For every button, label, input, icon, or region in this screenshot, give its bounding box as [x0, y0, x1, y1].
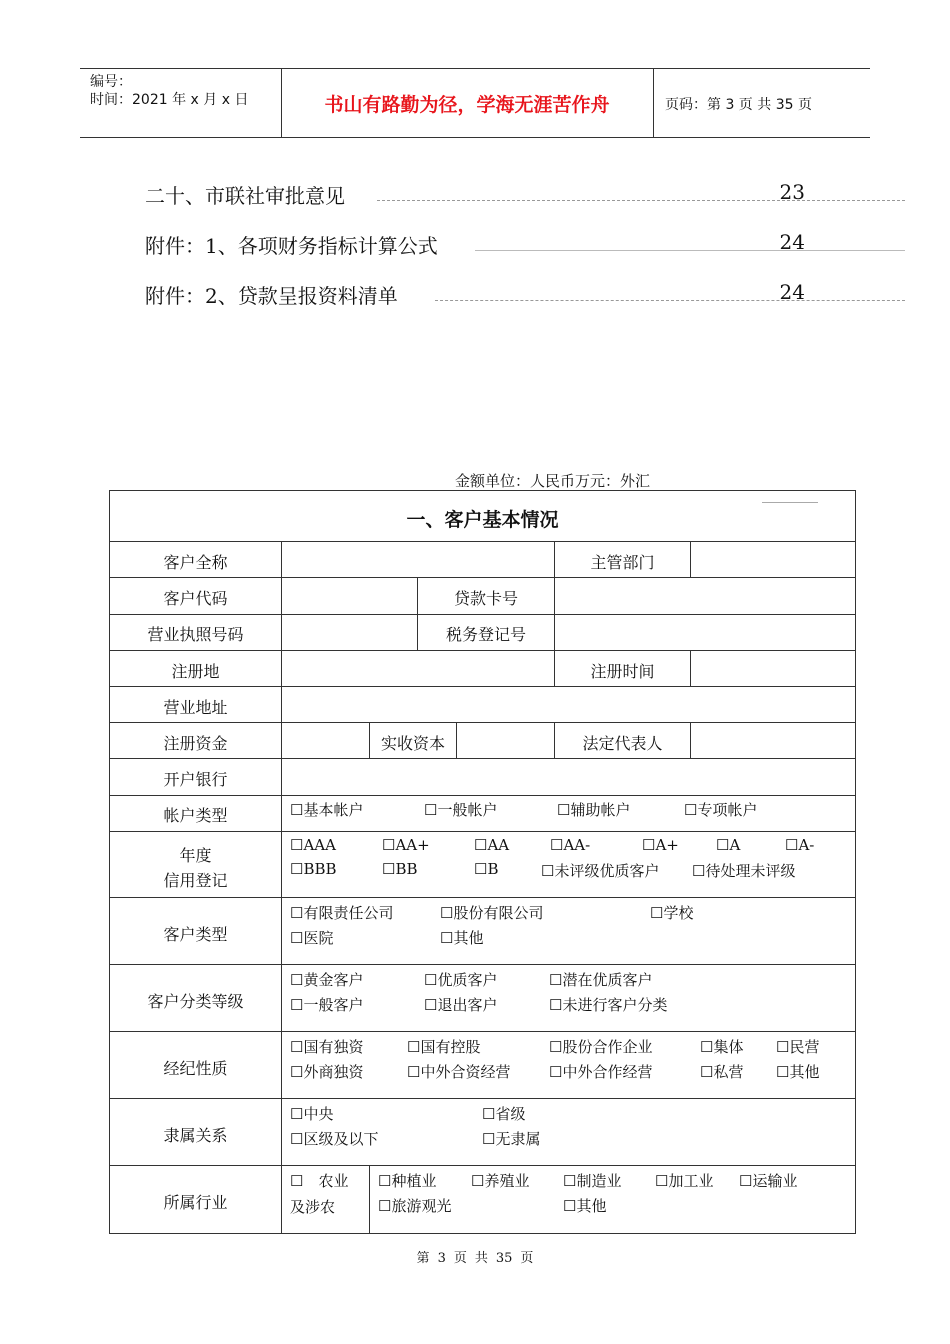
label-loan-card: 贷款卡号 — [453, 589, 518, 608]
checkbox-option[interactable]: ☐民营 — [776, 1038, 820, 1056]
checkbox-option[interactable]: ☐AA+ — [382, 836, 430, 854]
footer-total-pages: 35 — [495, 1251, 513, 1266]
label-credit-year: 年度 — [179, 846, 212, 865]
label-department: 主管部门 — [590, 553, 655, 572]
toc-leader — [475, 250, 905, 251]
checkbox-option[interactable]: ☐私营 — [700, 1063, 744, 1081]
checkbox-option[interactable]: ☐待处理未评级 — [692, 862, 796, 880]
checkbox-option[interactable]: ☐种植业 — [378, 1172, 437, 1190]
page-header — [80, 68, 870, 138]
label-account-type: 帐户类型 — [163, 806, 228, 825]
form-title: 一、客户基本情况 — [406, 509, 559, 531]
grid-line — [109, 722, 856, 723]
grid-line — [109, 614, 856, 615]
checkbox-option[interactable]: ☐其他 — [563, 1197, 607, 1215]
grid-line — [109, 650, 856, 651]
checkbox-option[interactable]: ☐其他 — [776, 1063, 820, 1081]
toc-page: 23 — [779, 180, 805, 204]
grid-line — [690, 722, 691, 758]
header-left-cell — [80, 69, 282, 137]
page-footer — [0, 1247, 950, 1266]
checkbox-option[interactable]: ☐未进行客户分类 — [549, 996, 668, 1014]
label-paid-capital: 实收资本 — [380, 734, 445, 753]
checkbox-option[interactable]: ☐无隶属 — [482, 1130, 541, 1148]
footer-text: 共 — [474, 1251, 488, 1266]
toc-title: 附件：1、各项财务指标计算公式 — [145, 234, 438, 258]
checkbox-option[interactable]: ☐中外合资经营 — [407, 1063, 511, 1081]
checkbox-option[interactable]: ☐区级及以下 — [290, 1130, 379, 1148]
grid-line — [456, 722, 457, 758]
grid-line — [109, 1165, 856, 1166]
checkbox-option[interactable]: ☐一般客户 — [290, 996, 364, 1014]
grid-line — [109, 541, 856, 542]
label-customer-code: 客户代码 — [163, 589, 228, 608]
label-legal-rep: 法定代表人 — [582, 734, 663, 753]
label-customer-type: 客户类型 — [163, 925, 228, 944]
checkbox-option[interactable]: ☐学校 — [650, 904, 694, 922]
checkbox-option[interactable]: ☐中外合作经营 — [549, 1063, 653, 1081]
label-credit-reg: 信用登记 — [163, 871, 228, 890]
toc-leader — [377, 200, 905, 201]
toc-page: 24 — [779, 280, 805, 304]
grid-line — [109, 831, 856, 832]
label-license-no: 营业执照号码 — [147, 625, 244, 644]
checkbox-option[interactable]: ☐B — [474, 860, 499, 878]
checkbox-option[interactable]: ☐AA — [474, 836, 510, 854]
checkbox-option[interactable]: ☐辅助帐户 — [557, 801, 631, 819]
grid-line — [109, 1031, 856, 1032]
checkbox-option[interactable]: ☐国有控股 — [407, 1038, 481, 1056]
checkbox-option[interactable]: ☐专项帐户 — [684, 801, 758, 819]
checkbox-option[interactable]: ☐基本帐户 — [290, 801, 364, 819]
checkbox-option[interactable]: ☐省级 — [482, 1105, 526, 1123]
checkbox-option[interactable]: ☐其他 — [440, 929, 484, 947]
label-bank: 开户银行 — [163, 770, 228, 789]
label-reg-time: 注册时间 — [590, 662, 655, 681]
checkbox-option[interactable]: ☐BBB — [290, 860, 337, 878]
checkbox-option[interactable]: ☐外商独资 — [290, 1063, 364, 1081]
toc-page: 24 — [779, 230, 805, 254]
title-rule — [762, 502, 818, 503]
toc-leader — [435, 300, 905, 301]
footer-page-number: 3 — [437, 1251, 446, 1266]
grid-line — [109, 1098, 856, 1099]
checkbox-option[interactable]: ☐优质客户 — [424, 971, 498, 989]
grid-line — [690, 650, 691, 686]
checkbox-option[interactable]: ☐制造业 — [563, 1172, 622, 1190]
checkbox-option[interactable]: ☐运输业 — [739, 1172, 798, 1190]
industry-main-cont: 及涉农 — [290, 1198, 336, 1216]
label-affiliation: 隶属关系 — [163, 1126, 228, 1145]
checkbox-option[interactable]: ☐旅游观光 — [378, 1197, 452, 1215]
grid-line — [690, 541, 691, 577]
grid-line — [109, 897, 856, 898]
grid-line — [109, 795, 856, 796]
grid-line — [109, 686, 856, 687]
label-business-addr: 营业地址 — [163, 698, 228, 717]
checkbox-option[interactable]: ☐国有独资 — [290, 1038, 364, 1056]
toc-title: 二十、市联社审批意见 — [145, 184, 345, 208]
checkbox-option[interactable]: ☐BB — [382, 860, 418, 878]
checkbox-option[interactable]: ☐股份有限公司 — [440, 904, 544, 922]
label-classification: 客户分类等级 — [147, 992, 244, 1011]
checkbox-option[interactable]: ☐加工业 — [655, 1172, 714, 1190]
grid-line — [369, 1165, 370, 1234]
grid-line — [109, 964, 856, 965]
checkbox-option[interactable]: ☐AAA — [290, 836, 336, 854]
toc-entry[interactable] — [145, 280, 805, 310]
label-reg-place: 注册地 — [171, 662, 220, 681]
checkbox-option[interactable]: ☐医院 — [290, 929, 334, 947]
footer-text: 页 — [453, 1251, 467, 1266]
date-label: 时间：2021 年 x 月 x 日 — [90, 92, 249, 108]
grid-line — [109, 758, 856, 759]
footer-text: 页 — [520, 1251, 534, 1266]
checkbox-option[interactable]: ☐A+ — [642, 836, 679, 854]
checkbox-option[interactable]: ☐中央 — [290, 1105, 334, 1123]
checkbox-option[interactable]: ☐集体 — [700, 1038, 744, 1056]
label-economic-nature: 经纪性质 — [163, 1059, 228, 1078]
checkbox-option[interactable]: ☐黄金客户 — [290, 971, 364, 989]
toc-title: 附件：2、贷款呈报资料清单 — [145, 284, 398, 308]
unit-note: 金额单位：人民币万元：外汇 — [455, 472, 651, 490]
label-customer-name: 客户全称 — [163, 553, 228, 572]
checkbox-option[interactable]: ☐养殖业 — [471, 1172, 530, 1190]
checkbox-option[interactable]: ☐一般帐户 — [424, 801, 498, 819]
checkbox-option[interactable]: ☐ 农业 — [290, 1172, 349, 1190]
checkbox-option[interactable]: ☐股份合作企业 — [549, 1038, 653, 1056]
toc-entry[interactable] — [145, 230, 805, 260]
label-reg-capital: 注册资金 — [163, 734, 228, 753]
grid-line — [281, 541, 282, 1234]
grid-line — [109, 577, 856, 578]
checkbox-option[interactable]: ☐退出客户 — [424, 996, 498, 1014]
checkbox-option[interactable]: ☐A- — [785, 836, 815, 854]
checkbox-option[interactable]: ☐潜在优质客户 — [549, 971, 653, 989]
checkbox-option[interactable]: ☐有限责任公司 — [290, 904, 394, 922]
checkbox-option[interactable]: ☐未评级优质客户 — [541, 862, 660, 880]
label-tax-no: 税务登记号 — [445, 625, 526, 644]
number-label: 编号： — [90, 74, 132, 90]
header-motto: 书山有路勤为径，学海无涯苦作舟 — [281, 69, 654, 137]
grid-line — [554, 577, 555, 650]
toc-entry[interactable] — [145, 180, 805, 210]
footer-text: 第 — [416, 1251, 430, 1266]
checkbox-option[interactable]: ☐A — [716, 836, 741, 854]
header-page-info: 页码：第 3 页 共 35 页 — [665, 97, 812, 113]
checkbox-option[interactable]: ☐AA- — [550, 836, 591, 854]
label-industry: 所属行业 — [163, 1193, 228, 1212]
